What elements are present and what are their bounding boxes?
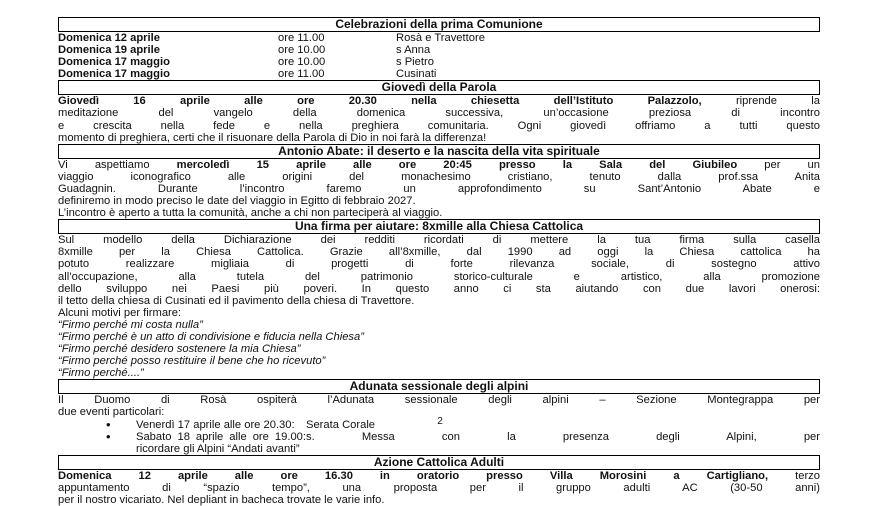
page-number: 2	[437, 416, 443, 427]
bold-text: Domenica 12 aprile alle ore 16.30 in oratorio presso Villa Morosini a Cartigliano,	[58, 469, 769, 482]
paragraph-line: momento di preghiera, certi che il risuonare della Parola di Dio in noi farà la differenza!	[58, 131, 487, 144]
motivi-intro: Alcuni motivi per firmare:	[58, 306, 182, 319]
motivo-quote	[58, 355, 820, 367]
section-comunione	[58, 17, 820, 80]
schedule-date: Domenica 17 maggio	[58, 68, 170, 81]
bold-text: mercoledì 15 aprile alle ore 20:45 presso la Sala del Giubileo	[176, 158, 738, 171]
quote-text: “Firmo perché mi costa nulla”	[58, 318, 203, 331]
bulletin-page	[58, 17, 820, 506]
list-item	[58, 431, 820, 443]
motivo-quote	[58, 331, 820, 343]
paragraph-line: dello sviluppo nei Paesi più poveri. In questo anno ci sta aiutando con due lavori onerosi:	[58, 282, 820, 295]
section-title: Una firma per aiutare: 8xmille alla Chiesa Cattolica	[58, 219, 820, 234]
event-desc-continued: ricordare gli Alpini “Andati avanti”	[136, 442, 300, 455]
schedule-place: s Pietro	[396, 56, 434, 69]
event-time: Venerdì 17 aprile alle ore 20.30:	[136, 418, 295, 431]
paragraph-line: e crescita nella fede e nella preghiera comunitaria. Ogni giovedì offriamo a tutti questo	[58, 119, 820, 132]
quote-text: “Firmo perché desidero sostenere la mia Chiesa”	[58, 343, 301, 356]
schedule-date: Domenica 17 maggio	[58, 56, 170, 69]
paragraph-line: all’occupazione, alla tutela del patrimonio storico-culturale e artistico, alla promozione	[58, 270, 820, 283]
text: riprende la	[701, 95, 820, 108]
paragraph-line: potuto realizzare migliaia di progetti di forte rilevanza sociale, di sostegno attivo	[58, 258, 820, 271]
paragraph-line: per il nostro vicariato. Nel depliant in bacheca trovate le varie info.	[58, 494, 385, 506]
text: terzo	[768, 469, 820, 482]
paragraph-line: due eventi particolari:	[58, 406, 165, 419]
section-title: Antonio Abate: il deserto e la nascita della vita spirituale	[58, 144, 820, 159]
section-abate	[58, 144, 820, 219]
paragraph-line: Sul modello della Dichiarazione dei redditi ricordati di mettere la tua firma sulla casella	[58, 234, 820, 247]
schedule-date: Domenica 12 aprile	[58, 32, 160, 44]
paragraph-line	[58, 95, 820, 107]
text: Vi aspettiamo	[58, 158, 177, 171]
schedule-place: Rosà e Travettore	[396, 32, 485, 44]
event-desc: s. Messa con la presenza degli Alpini, per	[306, 430, 820, 443]
paragraph-line: appuntamento di “spazio tempo”, una proposta per il gruppo adulti AC (30-50 anni)	[58, 481, 820, 494]
section-title: Azione Cattolica Adulti	[58, 455, 820, 470]
section-title: Celebrazioni della prima Comunione	[58, 17, 820, 32]
paragraph-line	[58, 159, 820, 171]
bold-text: Giovedì 16 aprile alle ore 20.30 nella chiesetta dell’Istituto Palazzolo,	[58, 95, 702, 108]
paragraph-line: L’incontro è aperto a tutta la comunità, anche a chi non parteciperà al viaggio.	[58, 207, 443, 220]
event-time: Sabato 18 aprile alle ore 19.00:	[136, 430, 306, 443]
motivo-quote	[58, 367, 820, 379]
section-azione-cattolica	[58, 455, 820, 506]
section-title: Giovedì della Parola	[58, 80, 820, 95]
schedule-date: Domenica 19 aprile	[58, 44, 160, 57]
schedule-time: ore 11.00	[278, 32, 325, 44]
schedule-time: ore 10.00	[278, 56, 326, 69]
paragraph-line: definiremo in modo preciso le date del viaggio in Egitto di febbraio 2027.	[58, 195, 416, 208]
motivo-quote	[58, 343, 820, 355]
paragraph-line: il tetto della chiesa di Cusinati ed il pavimento della chiesa di Travettore.	[58, 294, 415, 307]
motivo-quote	[58, 319, 820, 331]
paragraph-line	[58, 470, 820, 482]
schedule-table	[58, 32, 820, 80]
section-title: Adunata sessionale degli alpini	[58, 379, 820, 394]
paragraph-line: 8xmille per la Chiesa Cattolica. Grazie all’8xmille, dal 1990 ad oggi la Chiesa cattolica ha	[58, 246, 820, 259]
section-parola	[58, 80, 820, 143]
quote-text: “Firmo perché posso restituire il bene che ho ricevuto”	[58, 355, 326, 368]
paragraph-line: Guadagnin. Durante l’incontro faremo un approfondimento su Sant’Antonio Abate e	[58, 182, 820, 195]
quote-text: “Firmo perché è un atto di condivisione e fiducia nella Chiesa”	[58, 330, 364, 343]
paragraph-line: viaggio iconografico alle origini del monachesimo cristiano, tenuto dalla prof.ssa Anita	[58, 170, 820, 183]
paragraph-line: meditazione del vangelo della domenica successiva, un’occasione preziosa di incontro	[58, 107, 820, 120]
schedule-time: ore 11.00	[278, 68, 325, 81]
schedule-place: Cusinati	[396, 68, 437, 81]
paragraph-line: Il Duomo di Rosà ospiterà l’Adunata sessionale degli alpini – Sezione Montegrappa per	[58, 394, 820, 407]
schedule-place: s Anna	[396, 44, 431, 57]
quote-text: “Firmo perché....”	[58, 367, 144, 380]
text: per un	[737, 158, 820, 171]
schedule-time: ore 10.00	[278, 44, 326, 57]
section-8xmille	[58, 219, 820, 379]
event-desc: Serata Corale	[306, 418, 376, 431]
